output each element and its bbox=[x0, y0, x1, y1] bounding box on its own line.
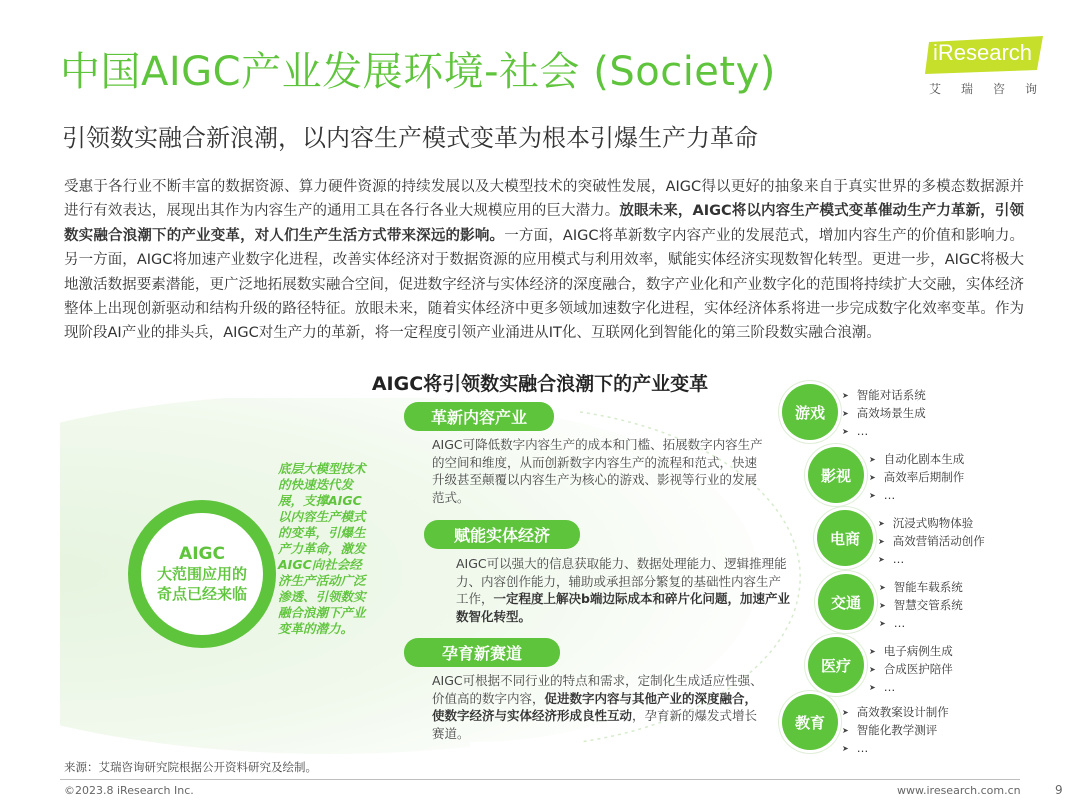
list-item: ➤ … bbox=[879, 615, 963, 633]
page-title: 中国AIGC产业发展环境-社会 (Society) bbox=[60, 49, 776, 95]
block-text-content-industry: AIGC可降低数字内容生产的成本和门槛、拓展数字内容生产的空间和维度，从而创新数字内容生产的流程和范式，快速升级甚至颠覆以内容生产为核心的游戏、影视等行业的发展范式。 bbox=[432, 437, 763, 505]
list-item: ➤ 电子病例生成 bbox=[869, 643, 953, 661]
list-item: ➤ 智能车载系统 bbox=[879, 579, 963, 597]
list-item: ➤ … bbox=[842, 740, 949, 758]
category-transport: 交通 bbox=[818, 574, 874, 630]
list-item: ➤ 合成医护陪伴 bbox=[869, 661, 953, 679]
footer-divider bbox=[60, 779, 1020, 780]
list-item: ➤ … bbox=[869, 487, 964, 505]
block-label-content-industry: 革新内容产业 bbox=[404, 402, 554, 431]
category-ecommerce-list bbox=[878, 515, 985, 569]
list-item: ➤ 高效教案设计制作 bbox=[842, 704, 949, 722]
category-transport-list bbox=[879, 579, 963, 633]
category-education: 教育 bbox=[782, 694, 838, 750]
intro-bold-1: 放眼未来，AIGC将以内容生产模式变革催动生产力革新，引领数实融合浪潮下的产业变革，对人们生产生活方式带来深远的影响。 bbox=[64, 203, 1024, 244]
category-medical: 医疗 bbox=[808, 637, 864, 693]
block-label-real-economy: 赋能实体经济 bbox=[424, 520, 580, 549]
category-film: 影视 bbox=[808, 447, 864, 503]
block-3-text: AIGC可根据不同行业的特点和需求，定制化生成适应性强、价值高的数字内容， bbox=[432, 673, 763, 706]
list-item: ➤ 智能化教学测评 bbox=[842, 722, 949, 740]
diagram-title: AIGC将引领数实融合浪潮下的产业变革 bbox=[371, 373, 709, 395]
list-item: ➤ … bbox=[878, 551, 985, 569]
block-3-bold: 促进数字内容与其他产业的深度融合，使数字经济与实体经济形成良性互动 bbox=[432, 690, 758, 723]
category-games-list bbox=[842, 387, 926, 441]
block-label-new-track: 孕育新赛道 bbox=[404, 638, 560, 667]
category-education-list bbox=[842, 704, 949, 758]
list-item: ➤ … bbox=[869, 679, 953, 697]
list-item: ➤ … bbox=[842, 423, 926, 441]
website-url: www.iresearch.com.cn bbox=[897, 784, 1021, 797]
block-3-tail: ，孕育新的爆发式增长赛道。 bbox=[432, 708, 758, 741]
aigc-center-title: AIGC bbox=[179, 544, 225, 564]
block-2-text: AIGC可以强大的信息获取能力、数据处理能力、逻辑推理能力、内容创作能力，辅助或承担部分繁复的基础性内容生产工作， bbox=[456, 556, 787, 606]
list-item: ➤ 沉浸式购物体验 bbox=[878, 515, 985, 533]
list-item: ➤ 智慧交管系统 bbox=[879, 597, 963, 615]
copyright: ©2023.8 iResearch Inc. bbox=[64, 784, 194, 797]
iresearch-logo bbox=[925, 36, 1058, 96]
side-note: 底层大模型技术的快速迭代发展，支撑AIGC以内容生产模式的变革，引爆生产力革命，激发AIGC向社会经济生产活动广泛渗透、引领数实融合浪潮下产业变革的潜力。 bbox=[278, 461, 366, 636]
block-2-bold: 一定程度上解决b端边际成本和碎片化问题，加速产业数智化转型。 bbox=[456, 591, 790, 624]
aigc-center-subtitle: 大范围应用的奇点已经来临 bbox=[157, 565, 248, 603]
list-item: ➤ 自动化剧本生成 bbox=[869, 451, 964, 469]
category-games: 游戏 bbox=[782, 384, 838, 440]
page-subtitle: 引领数实融合新浪潮，以内容生产模式变革为根本引爆生产力革命 bbox=[62, 124, 758, 152]
list-item: ➤ 高效场景生成 bbox=[842, 405, 926, 423]
source-note: 来源：艾瑞咨询研究院根据公开资料研究及绘制。 bbox=[64, 760, 317, 774]
list-item: ➤ 高效营销活动创作 bbox=[878, 533, 985, 551]
intro-part-1: 受惠于各行业不断丰富的数据资源、算力硬件资源的持续发展以及大模型技术的突破性发展，AIGC得以更好的抽象来自于真实世界的多模态数据源并进行有效表达，展现出其作为内容生产的通用工具在各行各业大规模应用的巨大潜力。 bbox=[64, 179, 1024, 220]
list-item: ➤ 高效率后期制作 bbox=[869, 469, 964, 487]
block-text-real-economy bbox=[456, 555, 792, 625]
page-number: 9 bbox=[1055, 783, 1063, 797]
intro-part-2: 一方面，AIGC将革新数字内容产业的发展范式，增加内容生产的价值和影响力。另一方面，AIGC将加速产业数字化进程，改善实体经济对于数据资源的应用模式与利用效率，赋能实体经济实现数智化转型。更进一步，AIGC将极大地激活数据要素潜能，更广泛地拓展数实融合空间，促进数字经济与实体经济的深度融合，数字产业化和产业数字化的范围将持续扩大交融，实体经济整体上出现创新驱动和结构升级的路径特征。放眼未来，随着实体经济中更多领域加速数字化进程，实体经济体系将进一步完成数字化效率变革。作为现阶段AI产业的排头兵，AIGC对生产力的革新，将一定程度引领产业涌进从IT化、互联网化到智能化的第三阶段数实融合浪潮。 bbox=[64, 227, 1025, 342]
aigc-center-circle bbox=[141, 513, 263, 635]
category-film-list bbox=[869, 451, 964, 505]
intro-paragraph bbox=[64, 175, 1024, 346]
block-text-new-track bbox=[432, 672, 768, 742]
logo-subtext: 艾瑞咨询 bbox=[929, 82, 1058, 96]
category-medical-list bbox=[869, 643, 953, 697]
category-ecommerce: 电商 bbox=[817, 510, 873, 566]
logo-text: iResearch bbox=[933, 40, 1033, 65]
list-item: ➤ 智能对话系统 bbox=[842, 387, 926, 405]
